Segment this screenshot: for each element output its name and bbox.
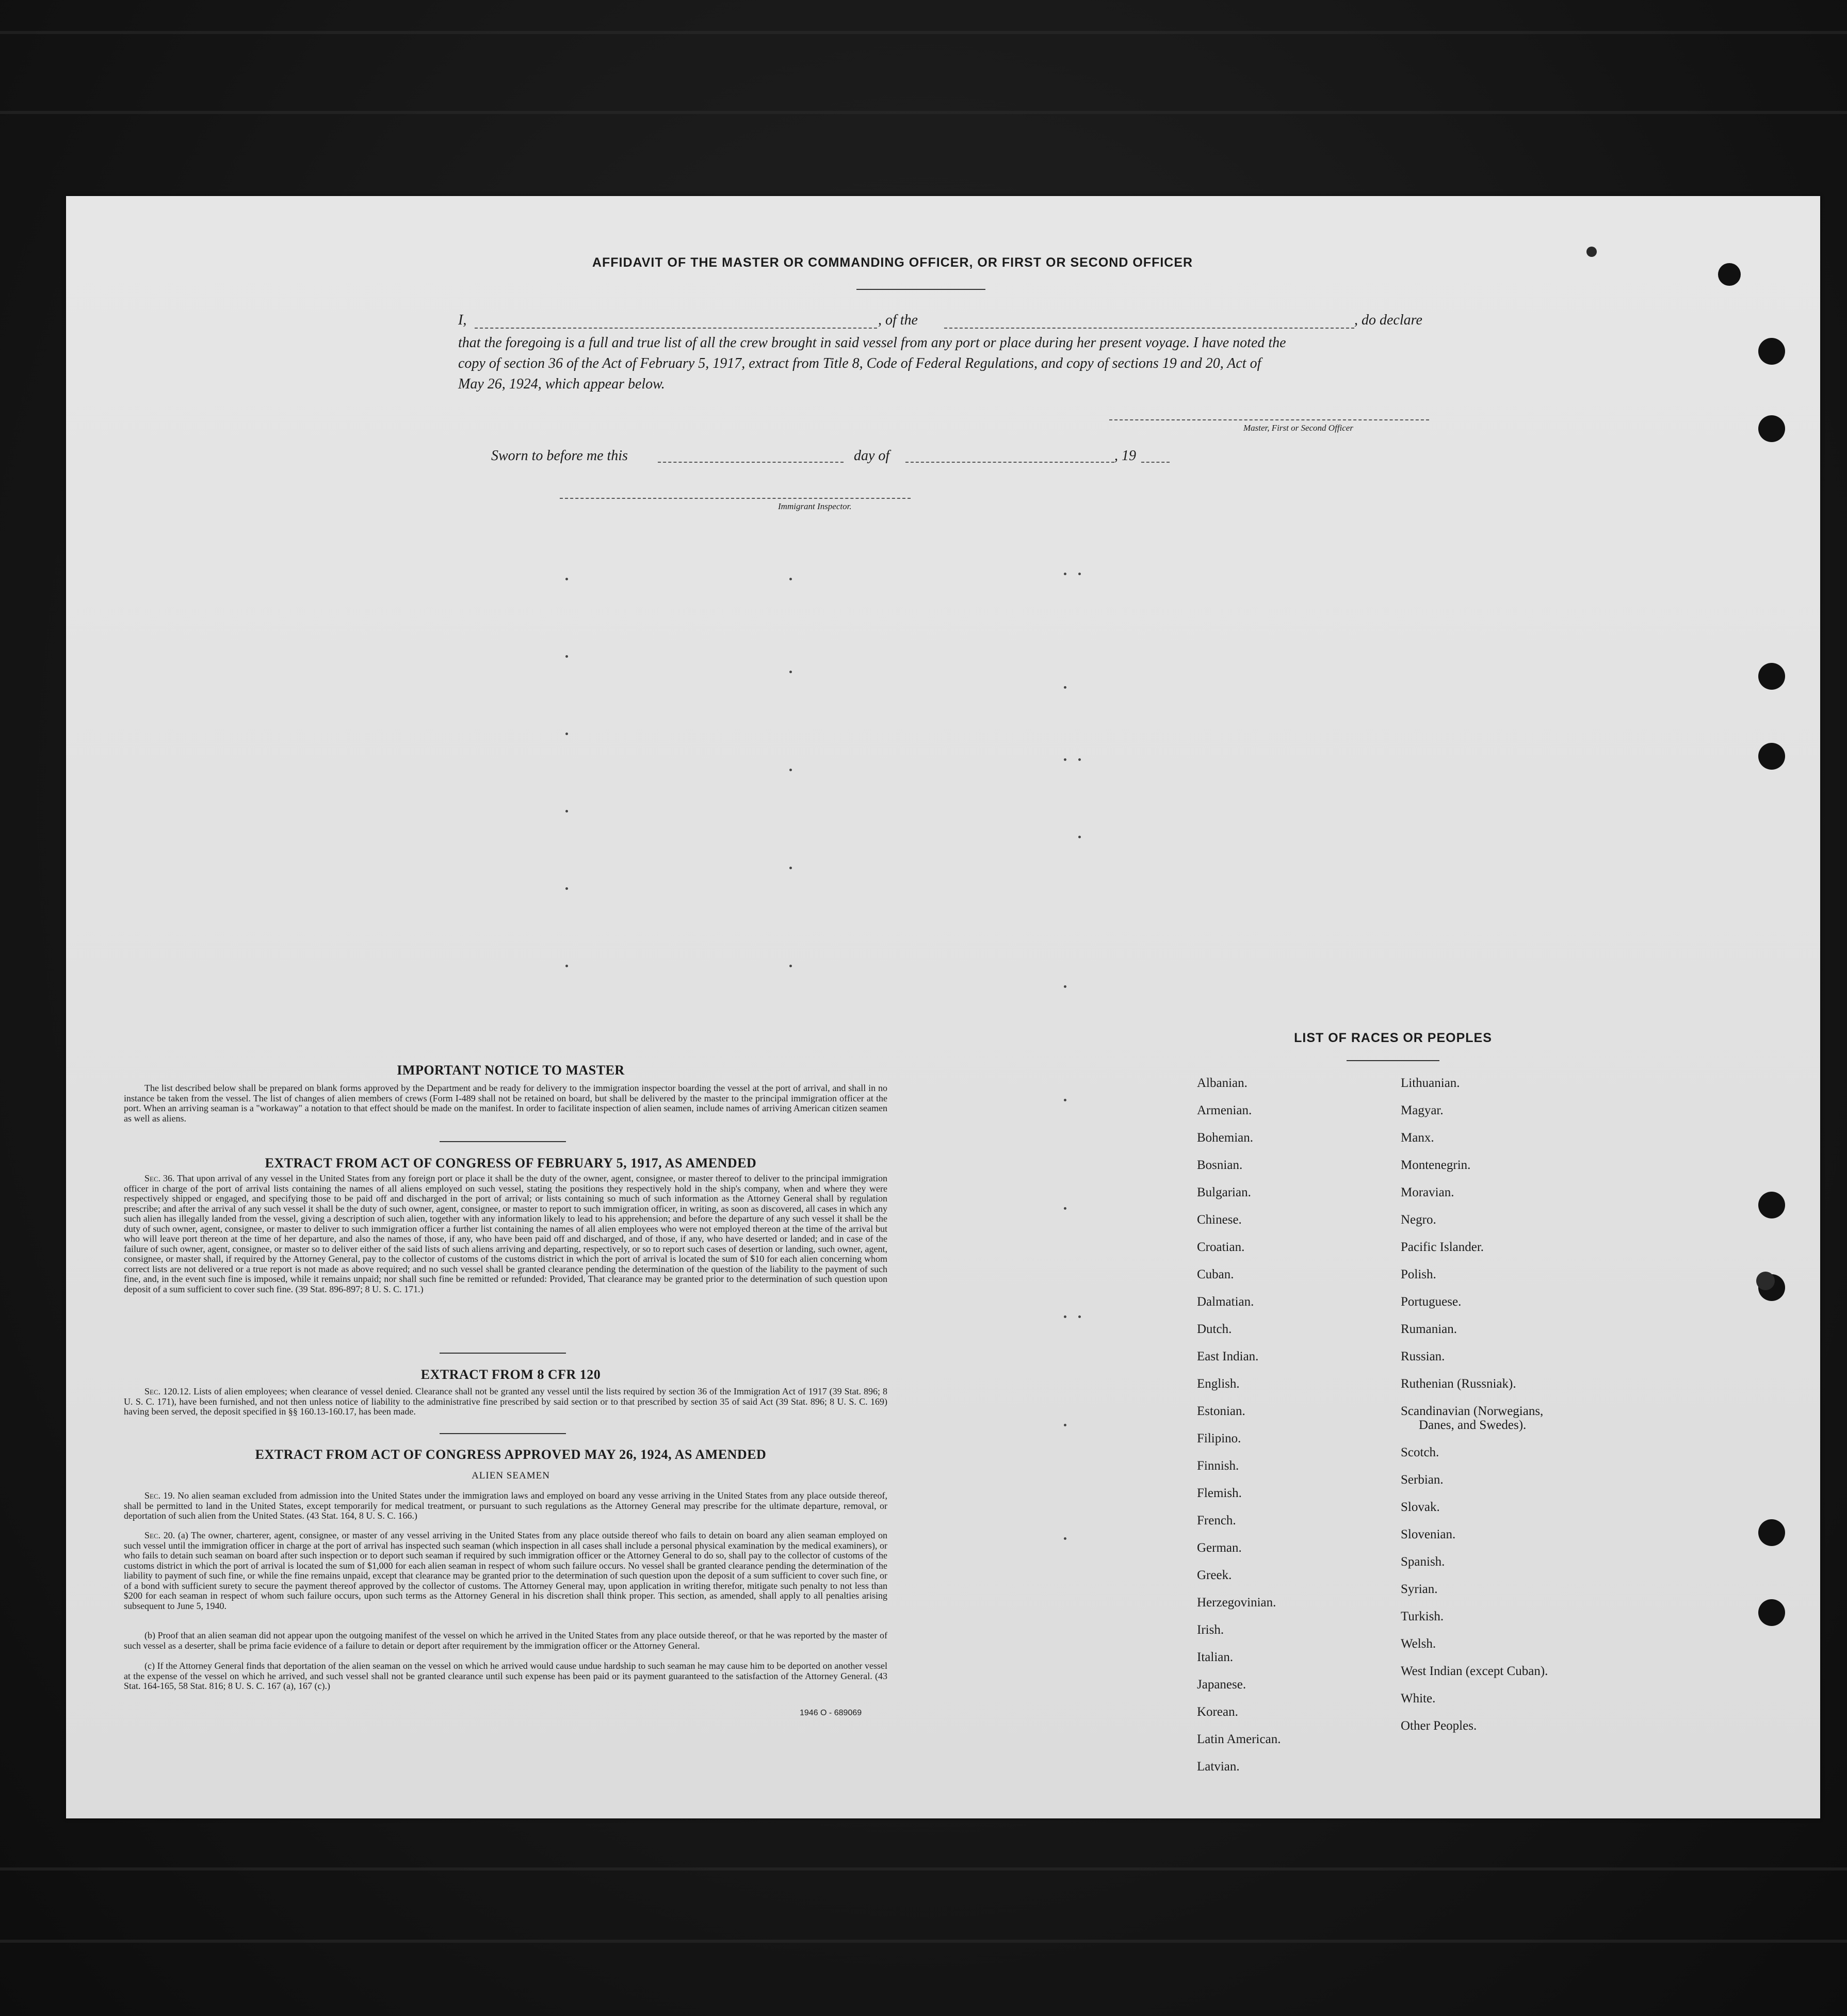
race-item: Croatian. (1197, 1240, 1245, 1254)
print-dot (1064, 758, 1066, 761)
print-dot (1078, 573, 1081, 575)
races-column-1 (1197, 1076, 1281, 1786)
race-item: Other Peoples. (1401, 1719, 1477, 1733)
punch-hole (1758, 1599, 1785, 1626)
sec-19-text (124, 1491, 887, 1521)
races-column-2 (1401, 1076, 1548, 1746)
scan-artifact (0, 31, 1847, 34)
race-item: Bulgarian. (1197, 1185, 1251, 1199)
race-item: Montenegrin. (1401, 1158, 1471, 1172)
affidavit-body (458, 333, 1436, 395)
race-item: Serbian. (1401, 1473, 1444, 1487)
sworn-year-blank[interactable] (1141, 462, 1170, 463)
race-item: Italian. (1197, 1650, 1234, 1664)
sworn-label: Sworn to before me this (491, 448, 628, 464)
race-item: Estonian. (1197, 1404, 1245, 1418)
punch-hole (1758, 743, 1785, 770)
punch-hole (1758, 338, 1785, 365)
print-dot (789, 965, 792, 967)
race-item: Welsh. (1401, 1637, 1436, 1651)
punch-hole (1758, 663, 1785, 690)
sworn-day-blank[interactable] (658, 462, 844, 463)
print-dot (789, 578, 792, 580)
race-item: Moravian. (1401, 1185, 1454, 1199)
race-item: Portuguese. (1401, 1295, 1462, 1309)
print-dot (789, 769, 792, 771)
print-dot (1064, 1424, 1066, 1426)
print-dot (565, 887, 568, 890)
sec-120-text: Lists of alien employees; when clearance of vessel denied. Clearance shall not be granted any vessel until the lists required by section 36 of the Immigration Act of 1917 (39 Stat. 896; 8 U. S. C. 171), have been furnished, and not then unless notice of liability to the administrative fine prescribed by said section or to that prescribed by section 35 of said Act (39 Stat. 896; 8 U. S. C. 169) having been served, the deposit specified in §§ 160.13-160.17, has been made. (124, 1386, 888, 1417)
race-item: White. (1401, 1692, 1436, 1705)
sec-36-text: That upon arrival of any vessel in the United States from any foreign port or place it shall be the duty of the owner, agent, consignee, or master thereof to deliver to the principal immigration officer in charge of the port of arrival lists containing the names of all aliens employed on such vessel, stating the positions they respectively hold in the ship's company, when and where they were respectively shipped or engaged, and specifying those to be paid off and discharged in the port of arrival; or lists containing so much of such information as the Attorney General shall by regulation prescribe; and after the arrival of any such vessel it shall be the duty of such owner, agent, consignee, or master to report to such immigration officer, in writing, as soon as discovered, all cases in which any such alien has illegally landed from the vessel, giving a description of such alien, together with any information likely to lead to his apprehension; and before the departure of any such vessel it shall be the duty of such owner, agent, consignee, or master to deliver to such immigration officer a further list containing the names of all alien employees who were not employed thereon at the time of the arrival but who will leave port thereon at the time of her departure, and also the names of those, if any, who have been paid off and discharged, and of those, if any, who have deserted or landed; and in case of the failure of such owner, agent, consignee, or master so to deliver either of the said lists of such aliens arriving and departing, respectively, or so to report such cases of desertion or landing, such owner, agent, consignee, or master shall, if required by the Attorney General, pay to the collector of customs of the customs district in which the port of arrival is located the sum of $10 for each alien concerning whom correct lists are not delivered or a true report is not made as above required; and no such vessel shall be granted clearance pending the determination of the question of the liability to the payment of such fine, and, in the event such fine is imposed, while it remains unpaid; nor shall such fine be remitted or refunded: Provided, That clearance may be granted prior to the determination of such question upon deposit of a sum sufficient to cover such fine. (39 Stat. 896-897; 8 U. S. C. 171.) (124, 1173, 887, 1294)
race-item: Slovak. (1401, 1500, 1440, 1514)
race-item: Irish. (1197, 1623, 1224, 1637)
affidavit-line-3: copy of section 36 of the Act of February 5, 1917, extract from Title 8, Code of Federal Regulations, and copy of sections 19 and 20, Act of (458, 355, 1261, 371)
inspector-caption: Immigrant Inspector. (778, 501, 852, 511)
sec-120-label: Sec. 120.12. (144, 1386, 191, 1396)
print-dot (565, 733, 568, 735)
race-item: Manx. (1401, 1131, 1434, 1145)
sec-19-body: No alien seaman excluded from admission into the United States under the immigration laws and employed on board any vesse arriving in the United States from any place outside thereof, shall be permitted to land in the United States, except temporarily for medical treatment, or pursuant to such regulations as the Attorney General may prescribe for the ultimate departure, removal, or deportation of such alien from the United States. (43 Stat. 164, 8 U. S. C. 166.) (124, 1490, 887, 1521)
name-blank[interactable] (475, 328, 877, 329)
section-rule (440, 1353, 566, 1354)
print-dot (1078, 1315, 1081, 1318)
sec-20-label: Sec. 20. (144, 1530, 175, 1540)
affidavit-of-the: , of the (878, 312, 918, 328)
print-dot (565, 655, 568, 658)
races-title-rule (1347, 1060, 1439, 1061)
race-item: Flemish. (1197, 1486, 1242, 1500)
race-item: Danes, and Swedes). (1419, 1418, 1527, 1432)
print-dot (565, 965, 568, 967)
race-item: Syrian. (1401, 1582, 1438, 1596)
sec-20b-text: (b) Proof that an alien seaman did not appear upon the outgoing manifest of the vessel on which he arrived in the United States from any place outside thereof, or that he was reported by the master of such vessel as a deserter, shall be prima facie evidence of a failure to detain or deport after requirement by the immigration officer or the Attorney General. (124, 1630, 887, 1651)
vessel-blank[interactable] (944, 328, 1354, 329)
race-item: Dalmatian. (1197, 1295, 1254, 1309)
sec-20a-body: (a) The owner, charterer, agent, consignee, or master of any vessel arriving in the United States from any place outside thereof who fails to detain on board any alien seaman employed on such vessel until the immigration officer in charge at the port of arrival has inspected such seaman (which inspection in all cases shall include a personal physical examination by the medical examiners), or who fails to detain such seaman on board after such inspection or to deport such seaman if required by such immigration officer or the Attorney General to do so, shall pay to the collector of customs of the customs district in which the port of arrival is located the sum of $1,000 for each alien seaman in respect of whom such failure occurs. No vessel shall be granted clearance pending the determination of the liability to payment of such fine, or while the fine remains unpaid, except that clearance may be granted prior to the determination of such question upon the deposit of a sum sufficient to cover such fine, or of a bond with sufficient surety to secure the payment thereof approved by the collector of customs. The Attorney General may, upon application in writing therefor, mitigate such penalty to not less than $200 for each seaman in respect of whom such failure occurs, upon such terms as the Attorney General in his discretion shall think proper. This section, as amended, shall apply to all penalties arising subsequent to June 5, 1940. (124, 1530, 888, 1611)
affidavit-do-declare: , do declare (1354, 312, 1422, 328)
race-item: Albanian. (1197, 1076, 1247, 1090)
race-item: Magyar. (1401, 1103, 1444, 1117)
extract-1924-title: EXTRACT FROM ACT OF CONGRESS APPROVED MAY 26, 1924, AS AMENDED (255, 1447, 767, 1462)
race-item: German. (1197, 1541, 1242, 1555)
section-rule (440, 1433, 566, 1434)
print-dot (565, 810, 568, 812)
race-item: West Indian (except Cuban). (1401, 1664, 1548, 1678)
race-item: Scotch. (1401, 1445, 1439, 1459)
scan-artifact (0, 111, 1847, 114)
extract-1917-title: EXTRACT FROM ACT OF CONGRESS OF FEBRUARY 5, 1917, AS AMENDED (265, 1156, 757, 1170)
print-dot (1064, 1315, 1066, 1318)
print-dot (1078, 836, 1081, 838)
ink-blot (1756, 1272, 1775, 1290)
scan-artifact (0, 1940, 1847, 1943)
print-dot (789, 867, 792, 869)
sworn-year: , 19 (1114, 448, 1136, 464)
print-dot (789, 671, 792, 673)
race-item: Latvian. (1197, 1760, 1240, 1774)
race-item: Pacific Islander. (1401, 1240, 1484, 1254)
title-rule (856, 289, 985, 290)
inspector-signature-blank[interactable] (560, 498, 911, 499)
race-item: Korean. (1197, 1705, 1238, 1719)
punch-hole (1718, 263, 1741, 286)
gpo-imprint: 1946 O - 689069 (800, 1709, 862, 1717)
punch-hole (1758, 1519, 1785, 1546)
sworn-month-blank[interactable] (905, 462, 1114, 463)
print-dot (565, 578, 568, 580)
notice-text: The list described below shall be prepared on blank forms approved by the Department and be ready for delivery to the immigration inspector boarding the vessel at the port of arrival, and shall in no instance be taken from the vessel. The list of changes of alien members of crews (Form I-489 shall not be retained on board, but shall be delivered by the master to the principal immigration officer at the port. When an arriving seaman is a "workaway" a notation to that effect should be made on the manifest. In order to facilitate inspection of alien seamen, include names of arriving American citizen seamen as well as aliens. (124, 1083, 887, 1124)
race-item: Scandinavian (Norwegians, (1401, 1404, 1544, 1418)
affidavit-title: AFFIDAVIT OF THE MASTER OR COMMANDING OFFICER, OR FIRST OR SECOND OFFICER (592, 255, 1193, 270)
race-item: East Indian. (1197, 1350, 1259, 1363)
race-item: Japanese. (1197, 1678, 1246, 1692)
sec-20c-text: (c) If the Attorney General finds that deportation of the alien seaman on the vessel on which he arrived would cause undue hardship to such seaman he may cause him to be deported on another vessel at the expense of the vessel on which he arrived, and such vessel shall not be granted clearance until such expense has been paid or its payment guaranteed to the satisfaction of the Attorney General. (43 Stat. 164-165, 58 Stat. 816; 8 U. S. C. 167 (a), 167 (c).) (124, 1661, 887, 1691)
print-dot (1064, 985, 1066, 988)
race-item: Russian. (1401, 1350, 1445, 1363)
race-item: Slovenian. (1401, 1527, 1456, 1541)
race-item: Finnish. (1197, 1459, 1239, 1473)
extract-1917-text (124, 1174, 887, 1294)
print-dot (1064, 1099, 1066, 1101)
sec-19-label: Sec. 19. (144, 1490, 175, 1501)
race-item: French. (1197, 1514, 1236, 1527)
affidavit-i: I, (458, 312, 467, 328)
master-signature-blank[interactable] (1109, 419, 1429, 420)
print-dot (1064, 573, 1066, 575)
print-dot (1064, 1207, 1066, 1210)
race-item: Herzegovinian. (1197, 1596, 1276, 1609)
sec-36-label: Sec. 36. (144, 1173, 175, 1183)
race-item: Polish. (1401, 1267, 1436, 1281)
sworn-day-of: day of (854, 448, 890, 464)
notice-title: IMPORTANT NOTICE TO MASTER (397, 1063, 625, 1078)
race-item: Bosnian. (1197, 1158, 1243, 1172)
race-item: Rumanian. (1401, 1322, 1457, 1336)
race-item: Ruthenian (Russniak). (1401, 1377, 1516, 1391)
print-dot (1064, 686, 1066, 689)
affidavit-line-2: that the foregoing is a full and true list of all the crew brought in said vessel from any port or place during her present voyage. I have noted the (458, 335, 1286, 351)
race-item: Armenian. (1197, 1103, 1252, 1117)
race-item: Spanish. (1401, 1555, 1445, 1569)
master-caption: Master, First or Second Officer (1243, 423, 1353, 433)
scan-artifact (0, 1867, 1847, 1871)
race-item: Dutch. (1197, 1322, 1232, 1336)
race-item: Lithuanian. (1401, 1076, 1460, 1090)
section-rule (440, 1141, 566, 1142)
race-item: Greek. (1197, 1568, 1232, 1582)
print-dot (1064, 1537, 1066, 1540)
race-item: Latin American. (1197, 1732, 1281, 1746)
race-item: English. (1197, 1377, 1240, 1391)
race-item: Chinese. (1197, 1213, 1242, 1227)
race-item: Cuban. (1197, 1267, 1234, 1281)
race-item: Turkish. (1401, 1609, 1444, 1623)
punch-hole (1758, 415, 1785, 442)
cfr-text (124, 1387, 887, 1417)
ink-blot (1586, 247, 1597, 257)
race-item: Bohemian. (1197, 1131, 1254, 1145)
print-dot (1078, 758, 1081, 761)
punch-hole (1758, 1192, 1785, 1218)
sec-20a-text (124, 1531, 887, 1611)
cfr-title: EXTRACT FROM 8 CFR 120 (420, 1367, 601, 1382)
race-item: Filipino. (1197, 1432, 1241, 1445)
races-title: LIST OF RACES OR PEOPLES (1294, 1031, 1492, 1045)
alien-seamen-subtitle: ALIEN SEAMEN (472, 1470, 550, 1481)
race-item: Negro. (1401, 1213, 1436, 1227)
affidavit-line-4: May 26, 1924, which appear below. (458, 376, 665, 392)
